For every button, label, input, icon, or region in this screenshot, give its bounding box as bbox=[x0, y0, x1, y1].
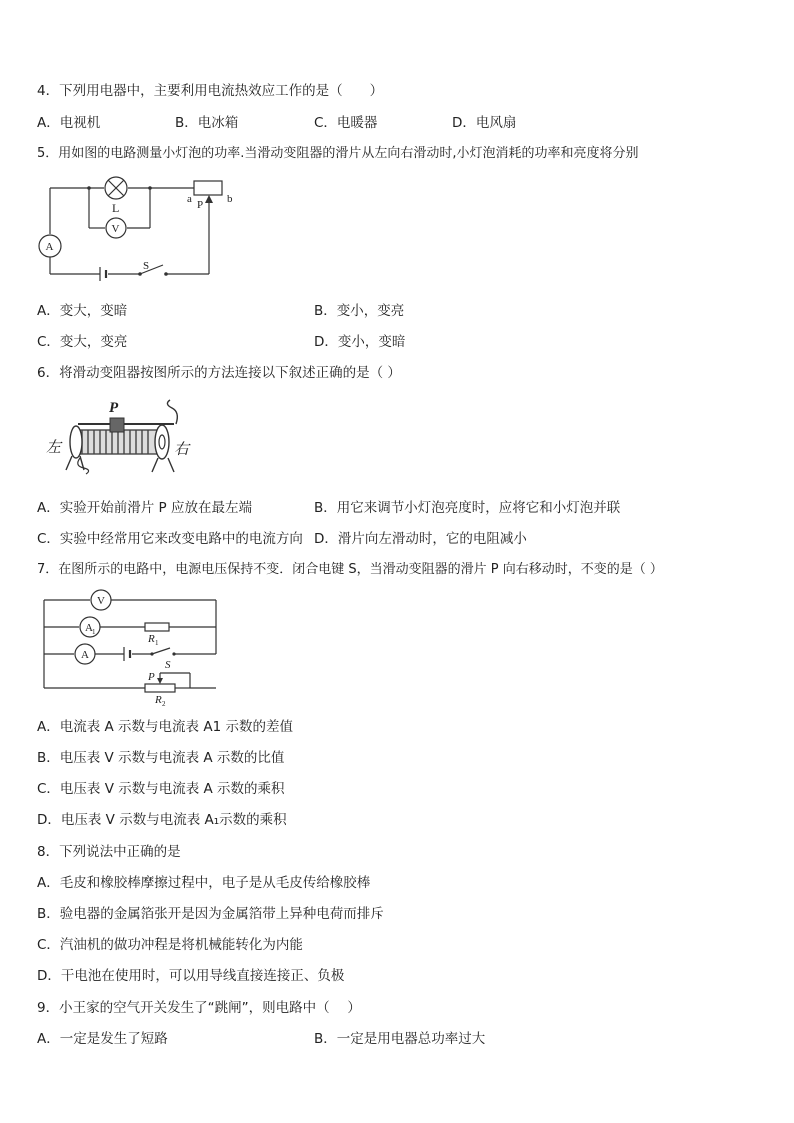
q6-option-c: C．实验中经常用它来改变电路中的电流方向 bbox=[37, 531, 303, 547]
q6-label-left: 左 bbox=[46, 440, 62, 456]
q5-label-b: b bbox=[227, 193, 233, 205]
q7-label-r2: R bbox=[155, 694, 162, 706]
q6-option-d: D．滑片向左滑动时，它的电阻减小 bbox=[314, 531, 527, 547]
q5-option-d: D．变小，变暗 bbox=[314, 334, 406, 350]
q9-option-a: A．一定是发生了短路 bbox=[37, 1031, 168, 1047]
q7-label-r1: R bbox=[148, 633, 155, 645]
question-6-stem: 6．将滑动变阻器按图所示的方法连接以下叙述正确的是（ ） bbox=[37, 365, 401, 381]
question-5-stem: 5．用如图的电路测量小灯泡的功率.当滑动变阻器的滑片从左向右滑动时,小灯泡消耗的功率和亮度将分别 bbox=[37, 146, 639, 161]
q7-label-voltmeter: V bbox=[97, 595, 105, 607]
q5-option-c: C．变大，变亮 bbox=[37, 334, 128, 350]
q7-label-ammeter-a: A bbox=[81, 649, 89, 661]
q6-option-b: B．用它来调节小灯泡亮度时，应将它和小灯泡并联 bbox=[314, 500, 621, 516]
question-9-stem: 9．小王家的空气开关发生了“跳闸”，则电路中（ ） bbox=[37, 1000, 361, 1016]
q7-label-r1-sub: 1 bbox=[155, 639, 159, 647]
q7-option-a: A．电流表 A 示数与电流表 A1 示数的差值 bbox=[37, 719, 293, 735]
q5-option-b: B．变小，变亮 bbox=[314, 303, 405, 319]
q5-label-lamp: L bbox=[112, 201, 120, 215]
q7-label-r2-sub: 2 bbox=[162, 700, 166, 708]
q9-option-b: B．一定是用电器总功率过大 bbox=[314, 1031, 486, 1047]
q4-option-a: A．电视机 bbox=[37, 115, 101, 131]
q7-option-d: D．电压表 V 示数与电流表 A₁示数的乘积 bbox=[37, 812, 287, 828]
q5-option-a: A．变大，变暗 bbox=[37, 303, 128, 319]
q5-label-a: a bbox=[187, 193, 192, 205]
q8-option-b: B．验电器的金属箔张开是因为金属箔带上异种电荷而排斥 bbox=[37, 906, 384, 922]
q5-circuit-diagram bbox=[36, 172, 246, 282]
q7-label-p: P bbox=[148, 671, 155, 683]
q7-label-switch: S bbox=[165, 659, 171, 671]
q5-label-p: P bbox=[197, 199, 204, 211]
question-7-stem: 7．在图所示的电路中，电源电压保持不变．闭合电键 S，当滑动变阻器的滑片 P 向右移动时，不变的是（ ） bbox=[37, 562, 663, 577]
q5-label-voltmeter: V bbox=[111, 223, 120, 235]
q4-option-d: D．电风扇 bbox=[452, 115, 517, 131]
q6-rheostat-illustration bbox=[44, 394, 194, 474]
question-4-stem: 4．下列用电器中，主要利用电流热效应工作的是（ ） bbox=[37, 83, 384, 99]
q5-label-switch: S bbox=[143, 260, 150, 272]
q7-option-b: B．电压表 V 示数与电流表 A 示数的比值 bbox=[37, 750, 285, 766]
q6-label-right: 右 bbox=[174, 442, 190, 458]
q8-option-c: C．汽油机的做功冲程是将机械能转化为内能 bbox=[37, 937, 303, 953]
q8-option-d: D．干电池在使用时，可以用导线直接连接正、负极 bbox=[37, 968, 345, 984]
q7-label-ammeter-a1: A bbox=[85, 622, 93, 634]
q4-option-b: B．电冰箱 bbox=[175, 115, 239, 131]
q8-option-a: A．毛皮和橡胶棒摩擦过程中，电子是从毛皮传给橡胶棒 bbox=[37, 875, 371, 891]
q6-option-a: A．实验开始前滑片 P 应放在最左端 bbox=[37, 500, 252, 516]
question-8-stem: 8．下列说法中正确的是 bbox=[37, 844, 181, 860]
q7-label-ammeter-a1-sub: 1 bbox=[92, 628, 96, 636]
q5-label-ammeter: A bbox=[45, 241, 54, 253]
q7-option-c: C．电压表 V 示数与电流表 A 示数的乘积 bbox=[37, 781, 285, 797]
q6-label-p: P bbox=[109, 400, 119, 416]
q7-circuit-diagram bbox=[40, 588, 220, 708]
q4-option-c: C．电暖器 bbox=[314, 115, 378, 131]
